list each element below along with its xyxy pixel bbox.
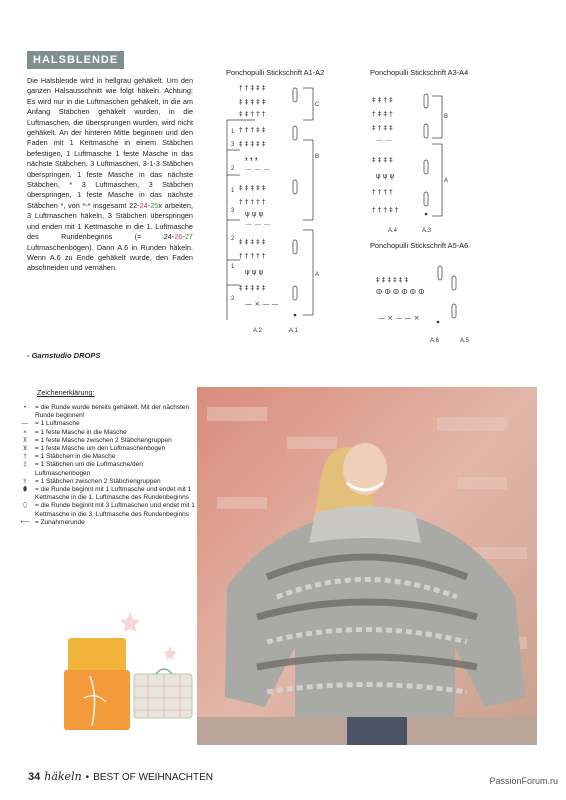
legend-item [15, 486, 195, 502]
svg-text:‡ ‡ ‡ ‡ ‡ ‡: ‡ ‡ ‡ ‡ ‡ ‡ [376, 276, 409, 284]
svg-text:‡ ‡ ‡ ‡ ‡: ‡ ‡ ‡ ‡ ‡ [239, 238, 266, 246]
page-footer [28, 770, 213, 783]
legend-text: = 1 feste Masche in die Masche [35, 428, 127, 436]
legend-symbol: ⬯ [22, 502, 28, 510]
svg-text:‡ † ‡ ‡: ‡ † ‡ ‡ [372, 124, 393, 132]
chart-a3-a4-title: Ponchopulli Stickschrift A3-A4 [370, 68, 469, 77]
svg-text:† † † † †: † † † † † [239, 252, 266, 260]
svg-text:ψ ψ ψ: ψ ψ ψ [245, 210, 264, 218]
legend-symbol: ⟵ [20, 518, 30, 526]
chart-label-a5: A.5 [460, 338, 470, 344]
legend-symbol: • [23, 404, 27, 411]
watermark: PassionForum.ru [489, 776, 558, 786]
legend-symbol: ‡ [23, 461, 27, 469]
legend-symbol: — [21, 420, 29, 428]
chart-a5-a6 [368, 260, 488, 350]
svg-text:† † † † †: † † † † † [239, 198, 266, 206]
instructions-part-1: Die Halsblende wird in hellgrau gehäkelt. Um den ganzen Halsausschnitt wie folgt häkeln. Achtung: Es wird nur in die Luftmaschen gehäkelt, in die am Anfang Stäbchen gehäkelt wurden, in die Luftmaschen, die übersprungen wurden, wird nicht gehäkelt. An der hinteren Mitte beginnen und den Faden mit 1 Kettmasche in einem Stäbchen befestigen, 1 Luftmasche 1 feste Masche in das nächste Stäbchen, 3 Luftmaschen, 3-1-3 Stäbchen überspringen, 1 feste Masche in das nächste Stäbchen, * 3 Luftmaschen, 3 Stäbchen überspringen, 1 feste Masche in das nächste Stäbchen *, von *-* insgesamt 22- [27, 76, 193, 210]
legend-title: Zeichenerklärung: [37, 388, 95, 397]
row-label: 2 [231, 296, 235, 302]
dash: - [182, 232, 185, 242]
legend-symbol: † [23, 453, 27, 461]
section-label: A [444, 178, 449, 184]
svg-text:‡ ‡ † † †: ‡ ‡ † † † [239, 110, 266, 118]
legend-text: = die Runde wurde bereits gehäkelt. Mit der nächsten Runde beginnen! [35, 404, 190, 420]
credit: - Garnstudio DROPS [27, 351, 101, 360]
svg-text:† † † †: † † † † [372, 188, 393, 196]
chart-label-a1: A.1 [289, 328, 299, 334]
legend-text: = 1 Stäbchen um die Luftmasche/den Luftmaschenbogen [35, 461, 143, 477]
number-25: 25 [150, 200, 159, 210]
legend-item [15, 429, 195, 437]
row-label: 2 [231, 236, 235, 242]
legend-text: = die Runde beginnt mit 1 Luftmasche und endet mit 1 Kettmasche in die 1. Luftmasche des Rundenbeginns [35, 486, 192, 502]
section-label: C [315, 102, 320, 108]
poncho-photo [197, 387, 537, 745]
svg-text:ψ ψ ψ: ψ ψ ψ [245, 268, 264, 276]
svg-text:‡ ‡ ‡ ‡: ‡ ‡ ‡ ‡ [372, 156, 393, 164]
svg-text:† † † ‡ ‡: † † † ‡ ‡ [239, 126, 266, 134]
page-number: 34 [28, 771, 41, 783]
number-27: 27 [184, 232, 193, 242]
legend-text: = die Runde beginnt mit 3 Luftmaschen und endet mit 1 Kettmasche in die 3. Luftmasche des Rundenbeginns [35, 502, 195, 518]
row-label: 1 [231, 129, 235, 135]
legend-item [15, 445, 195, 453]
legend-item [15, 461, 195, 477]
chart-label-a4: A.4 [388, 228, 398, 234]
section-title: HALSBLENDE [27, 51, 124, 69]
svg-text:⌒ ⌒ ⌒: ⌒ ⌒ ⌒ [245, 169, 271, 177]
legend-item [15, 420, 195, 428]
row-label: 1 [231, 188, 235, 194]
legend-text: = 1 Luftmasche [35, 420, 80, 428]
legend-item [15, 502, 195, 518]
svg-text:— × — — ×: — × — — × [378, 314, 420, 322]
chart-label-a3: A.3 [422, 228, 432, 234]
svg-text:⌒ ⌒ ⌒: ⌒ ⌒ ⌒ [245, 224, 271, 232]
row-label: 1 [231, 264, 235, 270]
legend-item [15, 437, 195, 445]
legend-item [15, 478, 195, 486]
chart-label-a6: A.6 [430, 338, 440, 344]
instructions-text [27, 76, 193, 274]
chart-a5-a6-title: Ponchopulli Stickschrift A5-A6 [370, 241, 469, 250]
legend-symbol: × [23, 428, 27, 436]
instructions-part-3: Luftmaschenbögen). Dann A.6 in Runden häkeln. Wenn A.6 zu Ende gehäkelt wurde, den Faden abschneiden und vernähen. [27, 242, 193, 273]
svg-text:⌒ ⌒: ⌒ ⌒ [376, 140, 393, 148]
svg-text:ψ ψ ψ: ψ ψ ψ [376, 172, 395, 180]
legend [15, 404, 195, 527]
legend-symbol: ⫯ [23, 477, 27, 485]
svg-text:ᵜ ᵜ ᵜ: ᵜ ᵜ ᵜ [245, 156, 258, 164]
row-label: 3 [231, 142, 235, 148]
legend-text: = 1 feste Masche zwischen 2 Stäbchengruppen [35, 436, 172, 444]
chart-label-a2: A.2 [253, 328, 263, 334]
svg-text:‡ ‡ ‡ ‡ ‡: ‡ ‡ ‡ ‡ ‡ [239, 184, 266, 192]
number-26: 26 [174, 232, 183, 242]
row-label: 2 [231, 166, 235, 172]
dash: - [147, 200, 151, 210]
section-label: B [444, 114, 449, 120]
legend-item [15, 519, 195, 527]
gift-boxes-illustration [60, 606, 220, 736]
svg-text:‡ ‡ ‡ ‡ ‡: ‡ ‡ ‡ ‡ ‡ [239, 140, 266, 148]
number-24: 24 [139, 200, 148, 210]
svg-text:† ‡ ‡ †: † ‡ ‡ † [372, 110, 393, 118]
section-label: B [315, 154, 320, 160]
legend-item [15, 453, 195, 461]
row-label: 3 [231, 208, 235, 214]
legend-text: = 1 Stäbchen in die Masche [35, 453, 116, 461]
legend-text: = 1 Stäbchen zwischen 2 Stäbchengruppen [35, 477, 161, 485]
legend-item [15, 404, 195, 420]
legend-symbol: ⬮ [22, 486, 28, 494]
chart-a1-a2 [225, 80, 345, 340]
svg-text:ⵀ ⵀ ⵀ ⵀ ⵀ ⵀ: ⵀ ⵀ ⵀ ⵀ ⵀ ⵀ [376, 288, 425, 296]
svg-text:‡ ‡ ‡ ‡ ‡: ‡ ‡ ‡ ‡ ‡ [239, 284, 266, 292]
magazine-brand: häkeln [44, 770, 82, 783]
svg-text:‡ ‡ ‡ ‡ ‡: ‡ ‡ ‡ ‡ ‡ [239, 98, 266, 106]
legend-symbol: ⊼ [22, 436, 28, 444]
svg-text:‡ ‡ † ‡: ‡ ‡ † ‡ [372, 96, 393, 104]
footer-separator: • [85, 772, 90, 783]
instructions-part-2: x arbeiten, 3 Luftmaschen häkeln, 3 Stäbchen überspringen und enden mit 1 Kettmasche in die 1. Luftmasche des Rundenbeginns (= 24- [27, 200, 194, 242]
legend-symbol: ⊻ [22, 445, 28, 453]
legend-text: = 1 feste Masche um den Luftmaschenbogen [35, 445, 166, 453]
svg-text:— × — —: — × — — [245, 300, 279, 308]
chart-a1-a2-title: Ponchopulli Stickschrift A1-A2 [226, 68, 325, 77]
issue-title: BEST OF WEIHNACHTEN [93, 772, 214, 783]
svg-text:† † † ‡ †: † † † ‡ † [372, 206, 399, 214]
chart-a3-a4 [368, 88, 488, 238]
section-label: A [315, 272, 320, 278]
legend-text: = Zunahmerunde [35, 518, 85, 526]
svg-text:† † ‡ ‡ ‡: † † ‡ ‡ ‡ [239, 84, 266, 92]
